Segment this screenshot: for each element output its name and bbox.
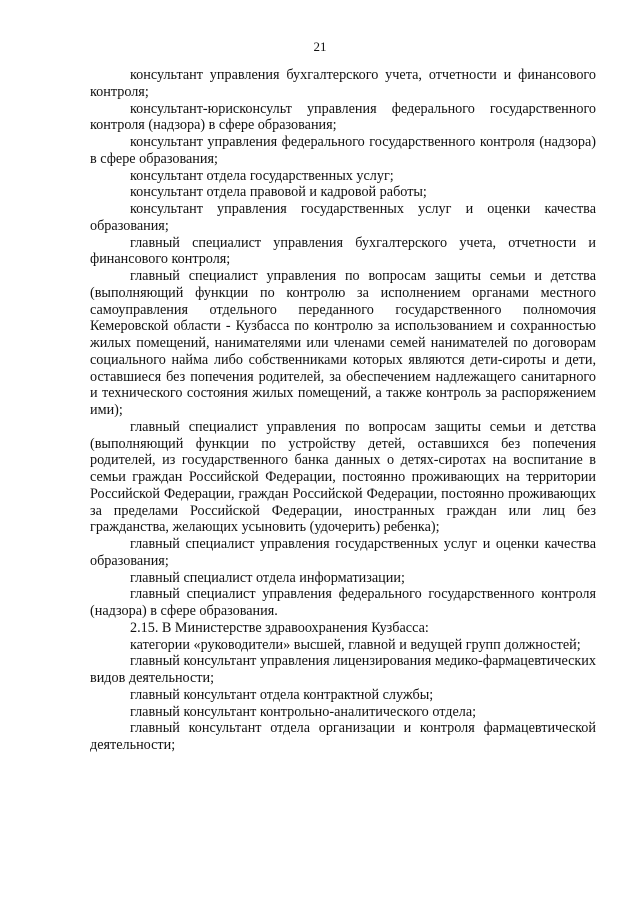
- document-body: [90, 67, 596, 754]
- paragraph: главный специалист управления федерального государственного контроля (надзора) в сфере образования.: [90, 586, 596, 619]
- paragraph: главный специалист управления по вопросам защиты семьи и детства (выполняющий функции по устройству детей, оставшихся без попечения родителей, из государственного банка данных о детях-сиротах на воспитание в семьи граждан Российской Федерации, постоянно проживающих на территории Российской Федерации, граждан Российской Федерации, постоянно проживающих за пределами Российской Федерации, иностранных граждан или лиц без гражданства, желающих усыновить (удочерить) ребенка);: [90, 418, 596, 536]
- paragraph: главный специалист управления по вопросам защиты семьи и детства (выполняющий функции по контролю за исполнением органами местного самоуправления отдельного переданного государственного полномочия Кемеровской области - Кузбасса по контролю за использованием и сохранностью жилых помещений, нанимателями или членами семей нанимателей по договорам социального найма либо собственниками которых являются дети-сироты и дети, оставшиеся без попечения родителей, за обеспечением надлежащего санитарного и технического состояния жилых помещений, а также контроль за распоряжением ими);: [90, 268, 596, 418]
- page-number: 21: [313, 39, 327, 54]
- paragraph: категории «руководители» высшей, главной и ведущей групп должностей;: [130, 636, 581, 653]
- paragraph: главный консультант отдела контрактной службы;: [130, 686, 434, 703]
- paragraph: главный консультант контрольно-аналитического отдела;: [130, 703, 477, 720]
- paragraph: консультант отдела правовой и кадровой работы;: [130, 184, 427, 201]
- paragraph: главный специалист управления государственных услуг и оценки качества образования;: [90, 536, 596, 569]
- paragraph: консультант управления государственных услуг и оценки качества образования;: [90, 201, 596, 234]
- paragraph: консультант отдела государственных услуг;: [130, 167, 394, 184]
- paragraph: главный консультант отдела организации и контроля фармацевтической деятельности;: [90, 720, 596, 753]
- paragraph: консультант-юрисконсульт управления федерального государственного контроля (надзора) в сфере образования;: [90, 100, 596, 134]
- section-heading: 2.15. В Министерстве здравоохранения Кузбасса:: [130, 619, 429, 636]
- paragraph: главный специалист отдела информатизации;: [130, 569, 405, 586]
- paragraph: главный консультант управления лицензирования медико-фармацевтических видов деятельности;: [90, 653, 596, 686]
- paragraph: консультант управления бухгалтерского учета, отчетности и финансового контроля;: [90, 67, 596, 100]
- paragraph: консультант управления федерального государственного контроля (надзора) в сфере образования;: [90, 134, 596, 167]
- paragraph: главный специалист управления бухгалтерского учета, отчетности и финансового контроля;: [90, 234, 596, 268]
